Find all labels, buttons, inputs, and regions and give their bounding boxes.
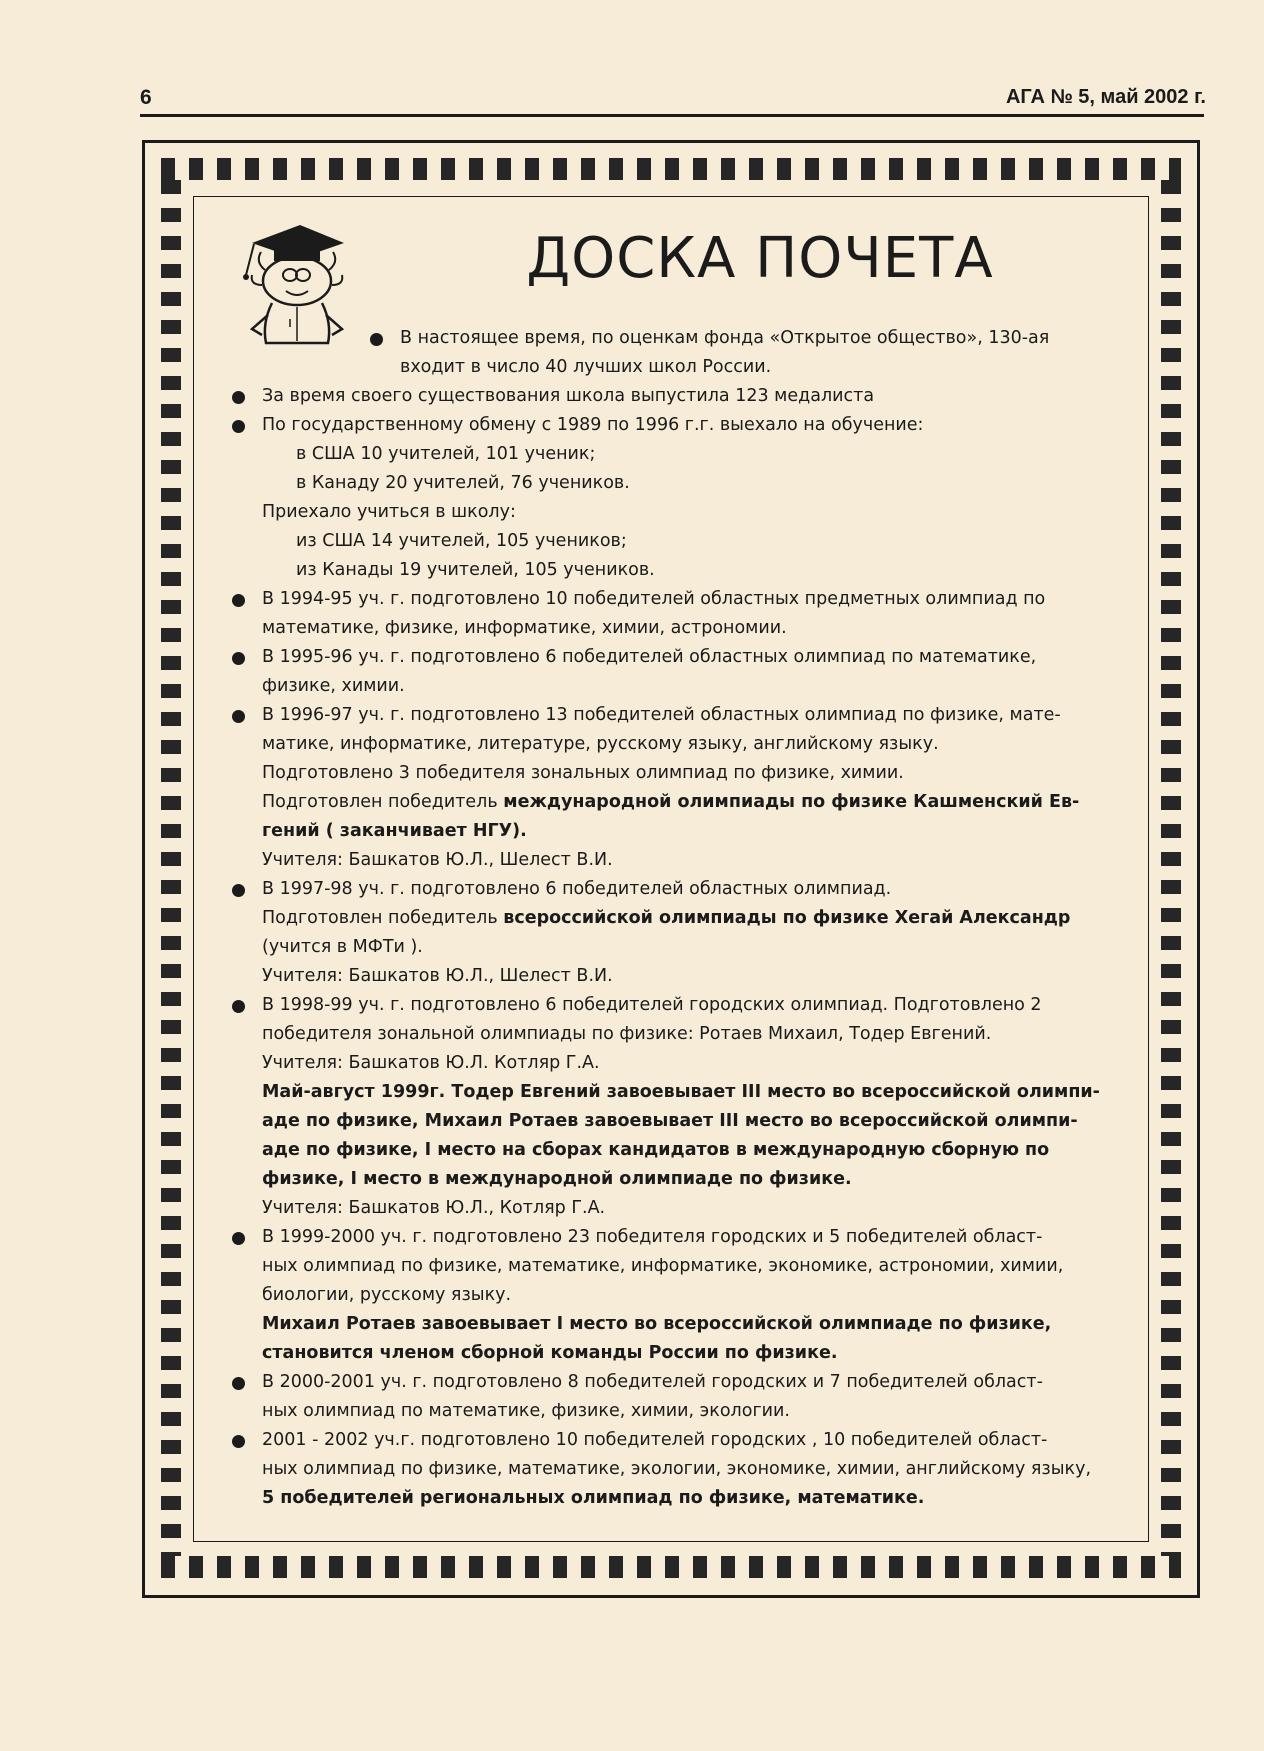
bullet-icon (232, 1232, 245, 1245)
list-item-2000-2001 (220, 1368, 1125, 1426)
bullet-icon (232, 420, 245, 433)
text-line: аде по физике, I место на сборах кандидатов в международную сборную по (262, 1140, 1050, 1160)
text-line: Подготовлено 3 победителя зональных олимпиад по физике, химии. (262, 763, 904, 783)
text-line: В 1996-97 уч. г. подготовлено 13 победителей областных олимпиад по физике, мате- (262, 705, 1061, 725)
list-item-2001-2002 (220, 1426, 1125, 1513)
text-line: математике, физике, информатике, химии, астрономии. (262, 618, 787, 638)
text-line: гений ( заканчивает НГУ). (262, 821, 527, 841)
text-line: биологии, русскому языку. (262, 1285, 512, 1305)
text-line: аде по физике, Михаил Ротаев завоевывает III место во всероссийской олимпи- (262, 1111, 1078, 1131)
bullet-icon (370, 333, 383, 346)
text-line: 2001 - 2002 уч.г. подготовлено 10 победителей городских , 10 победителей област- (262, 1430, 1048, 1450)
header-rule (140, 114, 1204, 117)
text-line: В 1995-96 уч. г. подготовлено 6 победителей областных олимпиад по математике, (262, 647, 1037, 667)
page-title: ДОСКА ПОЧЕТА (526, 226, 994, 291)
text-line: В 1999-2000 уч. г. подготовлено 23 победителя городских и 5 победителей област- (262, 1227, 1043, 1247)
text-line: В 1998-99 уч. г. подготовлено 6 победителей городских олимпиад. Подготовлено 2 (262, 995, 1042, 1015)
list-item-intro (220, 324, 1125, 382)
text-line: из США 14 учителей, 105 учеников; (296, 531, 627, 551)
issue-label: АГА № 5, май 2002 г. (1005, 86, 1206, 108)
list-item-1998-99 (220, 991, 1125, 1223)
bold-text-segment: всероссийской олимпиады по физике Хегай Александр (503, 908, 1071, 928)
list-item-1997-98 (220, 875, 1125, 991)
list-item-1999-2000 (220, 1223, 1125, 1368)
text-line: входит в число 40 лучших школ России. (400, 357, 772, 377)
text-line: Учителя: Башкатов Ю.Л., Шелест В.И. (262, 850, 613, 870)
bullet-icon (232, 884, 245, 897)
list-item-1995-96 (220, 643, 1125, 701)
text-segment: Подготовлен победитель (262, 792, 498, 812)
text-line (262, 904, 1125, 933)
text-line: ных олимпиад по физике, математике, информатике, экономике, астрономии, химии, (262, 1256, 1064, 1276)
text-line: В 1997-98 уч. г. подготовлено 6 победителей областных олимпиад. (262, 879, 892, 899)
checker-border-left (161, 180, 181, 1556)
bullet-icon (232, 594, 245, 607)
text-line: По государственному обмену с 1989 по 1996 г.г. выехало на обучение: (262, 415, 924, 435)
bullet-icon (232, 652, 245, 665)
text-line: из Канады 19 учителей, 105 учеников. (296, 560, 655, 580)
text-line: матике, информатике, литературе, русскому языку, английскому языку. (262, 734, 939, 754)
text-line: Михаил Ротаев завоевывает I место во всероссийской олимпиаде по физике, (262, 1314, 1052, 1334)
text-line: Приехало учиться в школу: (262, 502, 516, 522)
text-line: ных олимпиад по математике, физике, химии, экологии. (262, 1401, 790, 1421)
page-number: 6 (140, 86, 152, 109)
bullet-icon (232, 1000, 245, 1013)
checker-border-bottom (161, 1556, 1181, 1578)
bullet-icon (232, 710, 245, 723)
text-line: становится членом сборной команды России по физике. (262, 1343, 838, 1363)
text-line: Учителя: Башкатов Ю.Л. Котляр Г.А. (262, 1053, 600, 1073)
achievements-list (220, 324, 1125, 1513)
text-line: 5 победителей региональных олимпиад по физике, математике. (262, 1488, 925, 1508)
text-line: в США 10 учителей, 101 ученик; (296, 444, 596, 464)
bold-text-segment: международной олимпиады по физике Кашменский Ев- (503, 792, 1080, 812)
checker-border-top (161, 158, 1181, 180)
bullet-icon (232, 391, 245, 404)
text-line: Учителя: Башкатов Ю.Л., Шелест В.И. (262, 966, 613, 986)
text-line: В настоящее время, по оценкам фонда «Открытое общество», 130-ая (400, 328, 1050, 348)
bullet-icon (232, 1435, 245, 1448)
text-line: (учится в МФТи ). (262, 937, 423, 957)
text-line: Учителя: Башкатов Ю.Л., Котляр Г.А. (262, 1198, 606, 1218)
text-line: За время своего существования школа выпустила 123 медалиста (262, 386, 875, 406)
checker-border-right (1161, 180, 1181, 1556)
text-line: физике, I место в международной олимпиаде по физике. (262, 1169, 852, 1189)
text-line: В 2000-2001 уч. г. подготовлено 8 победителей городских и 7 победителей област- (262, 1372, 1043, 1392)
list-item-1996-97 (220, 701, 1125, 875)
list-item-1994-95 (220, 585, 1125, 643)
text-line: Май-август 1999г. Тодер Евгений завоевывает III место во всероссийской олимпи- (262, 1082, 1100, 1102)
text-segment: Подготовлен победитель (262, 908, 498, 928)
text-line: физике, химии. (262, 676, 405, 696)
text-line: победителя зональной олимпиады по физике: Ротаев Михаил, Тодер Евгений. (262, 1024, 992, 1044)
bullet-icon (232, 1377, 245, 1390)
text-line: ных олимпиад по физике, математике, экологии, экономике, химии, английскому языку, (262, 1459, 1092, 1479)
text-line (262, 788, 1125, 817)
text-line: В 1994-95 уч. г. подготовлено 10 победителей областных предметных олимпиад по (262, 589, 1046, 609)
list-item-medalists (220, 382, 1125, 411)
text-line: в Канаду 20 учителей, 76 учеников. (296, 473, 630, 493)
list-item-exchange (220, 411, 1125, 585)
